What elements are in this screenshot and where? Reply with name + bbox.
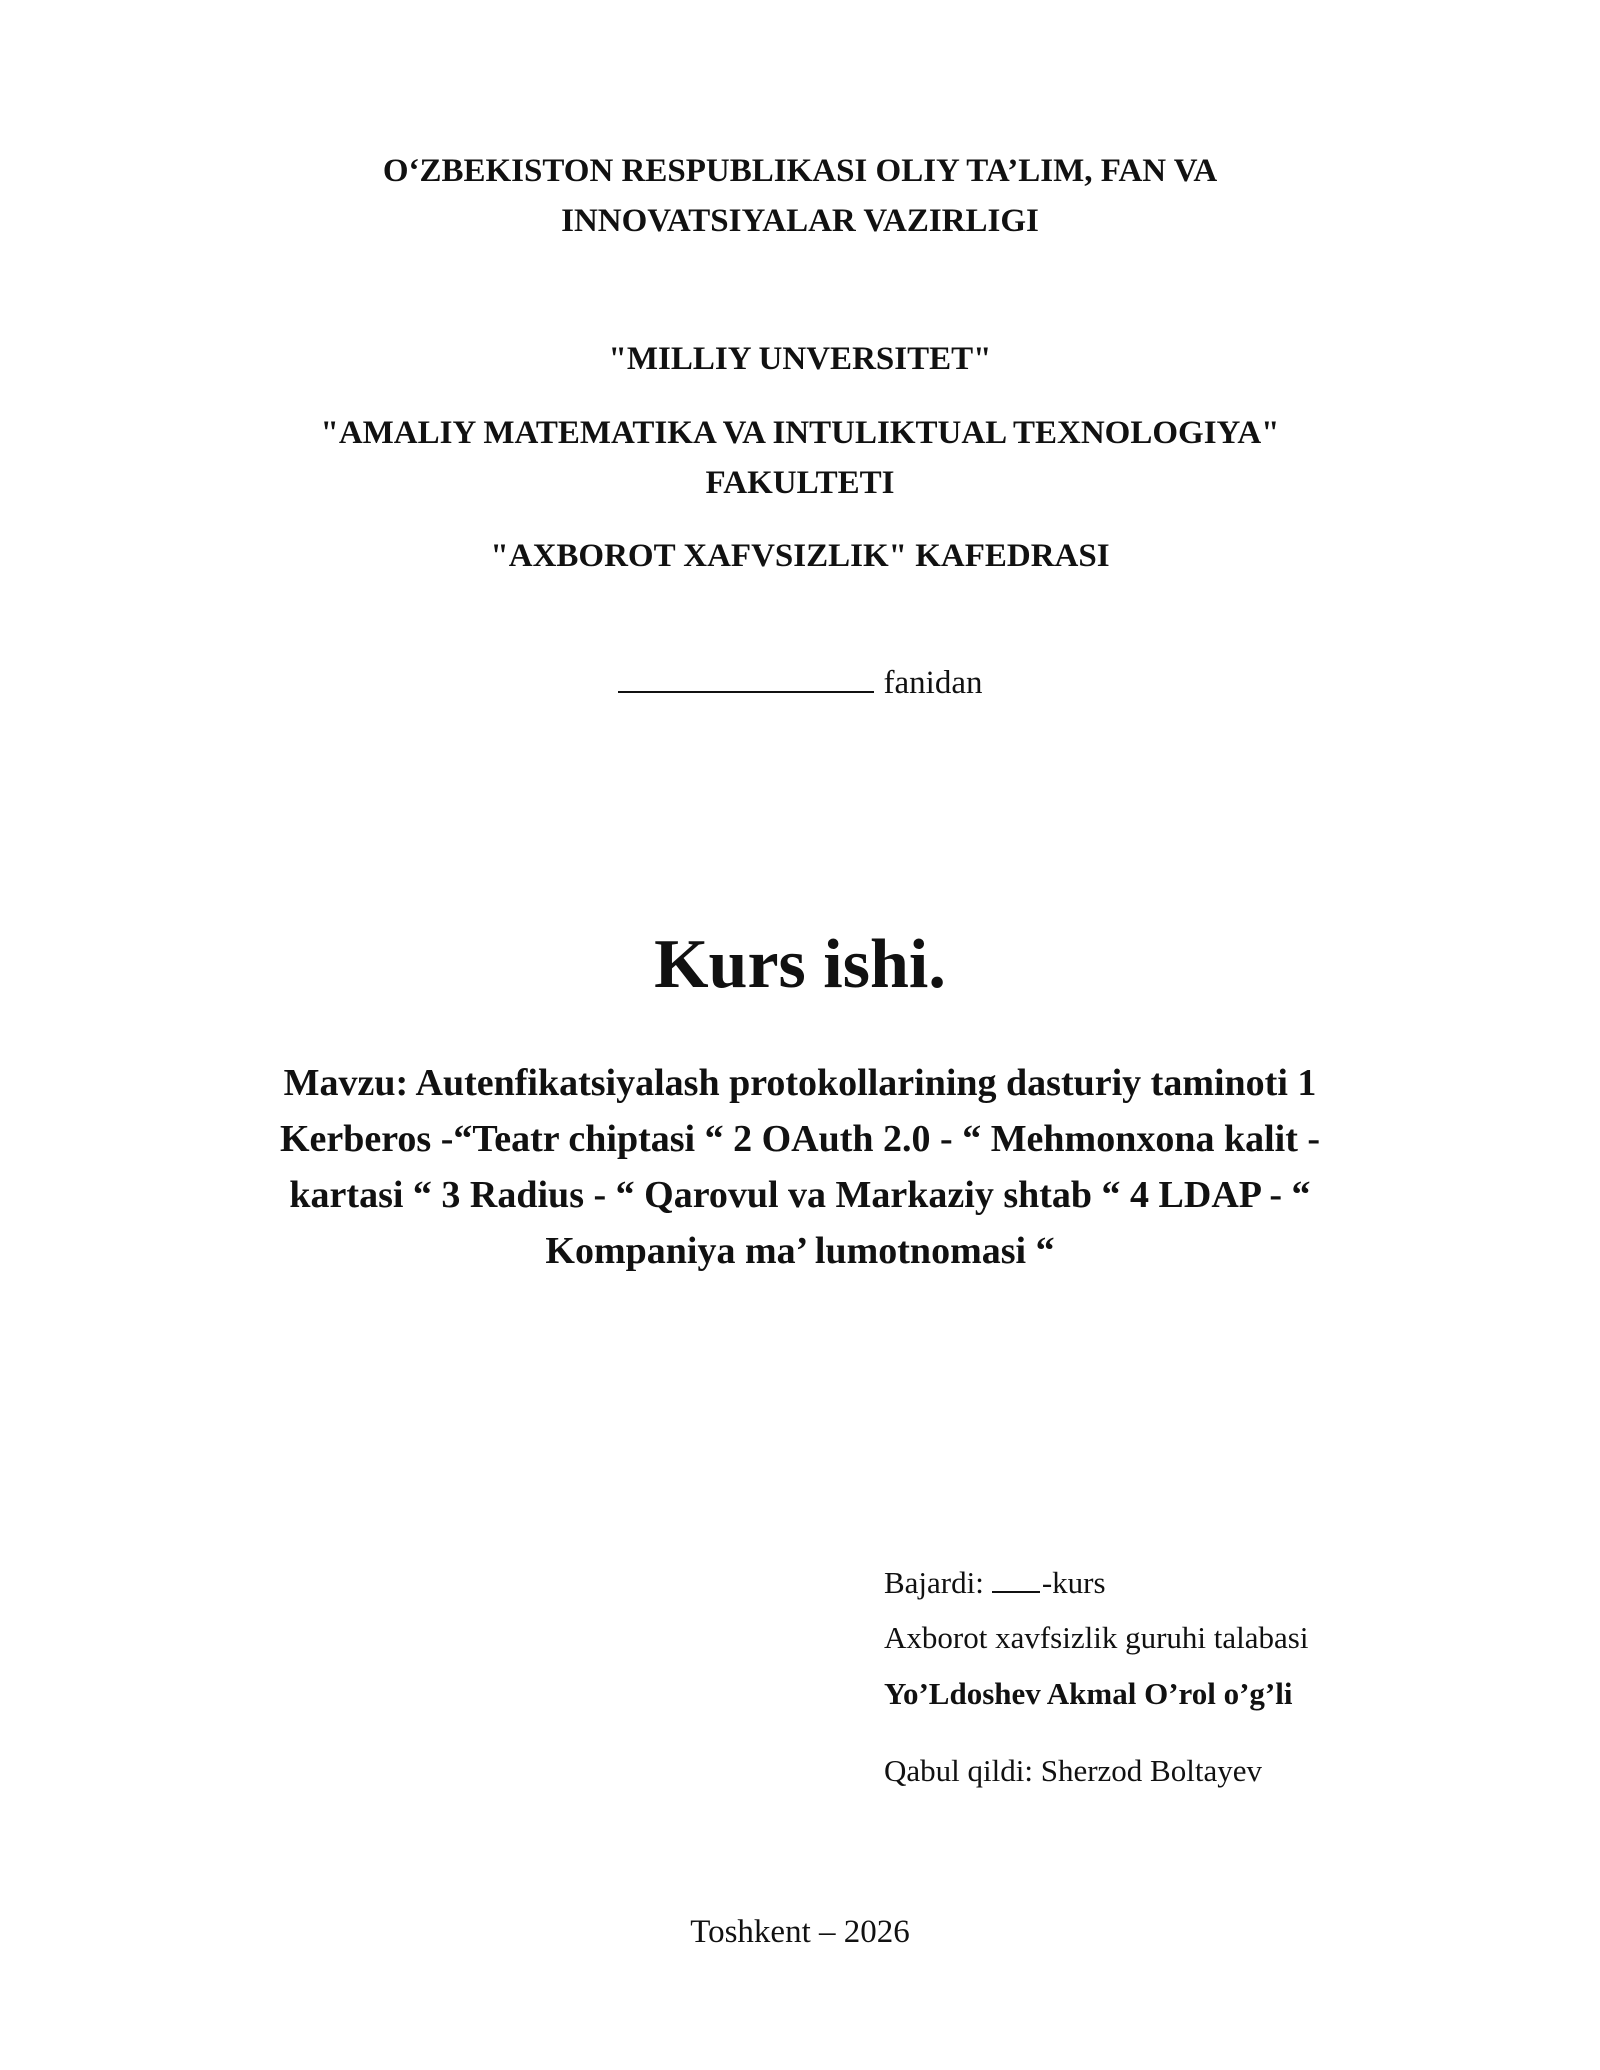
subject-suffix: fanidan xyxy=(883,665,983,701)
university-name: "MILLIY UNVERSITET" xyxy=(608,341,992,377)
course-blank xyxy=(992,1565,1040,1593)
ministry-line-2: INNOVATSIYALAR VAZIRLIGI xyxy=(561,203,1039,239)
faculty-line-2: FAKULTETI xyxy=(705,465,895,501)
done-by-line xyxy=(884,1563,1106,1603)
city-year: Toshkent – 2026 xyxy=(690,1914,910,1950)
subject-line xyxy=(0,658,1600,708)
accepted-by: Qabul qildi: Sherzod Boltayev xyxy=(884,1753,1262,1788)
document-title: Kurs ishi. xyxy=(654,926,946,1003)
faculty-line-1: "AMALIY MATEMATIKA VA INTULIKTUAL TEXNOLOGIYA" xyxy=(320,415,1280,451)
topic-block xyxy=(270,1055,1330,1279)
faculty-heading xyxy=(0,408,1600,508)
ministry-heading xyxy=(0,146,1600,246)
student-name: Yo’Ldoshev Akmal O’rol o’g’li xyxy=(884,1676,1293,1711)
department-name: "AXBOROT XAFVSIZLIK" KAFEDRASI xyxy=(490,538,1110,574)
student-group: Axborot xavfsizlik guruhi talabasi xyxy=(884,1620,1309,1655)
subject-blank xyxy=(618,661,874,693)
topic-line-2: Kerberos -“Teatr chiptasi “ 2 OAuth 2.0 - “ Mehmonxona kalit - xyxy=(279,1118,1321,1160)
topic-line-1: Mavzu: Autenfikatsiyalash protokollarining dasturiy taminoti 1 xyxy=(283,1062,1317,1104)
done-by-label: Bajardi: xyxy=(884,1565,984,1600)
topic-line-3: kartasi “ 3 Radius - “ Qarovul va Markaziy shtab “ 4 LDAP - “ xyxy=(289,1174,1311,1216)
topic-line-4: Kompaniya ma’ lumotnomasi “ xyxy=(545,1230,1055,1272)
course-suffix: -kurs xyxy=(1041,1565,1106,1600)
ministry-line-1: O‘ZBEKISTON RESPUBLIKASI OLIY TA’LIM, FAN VA xyxy=(382,153,1218,189)
